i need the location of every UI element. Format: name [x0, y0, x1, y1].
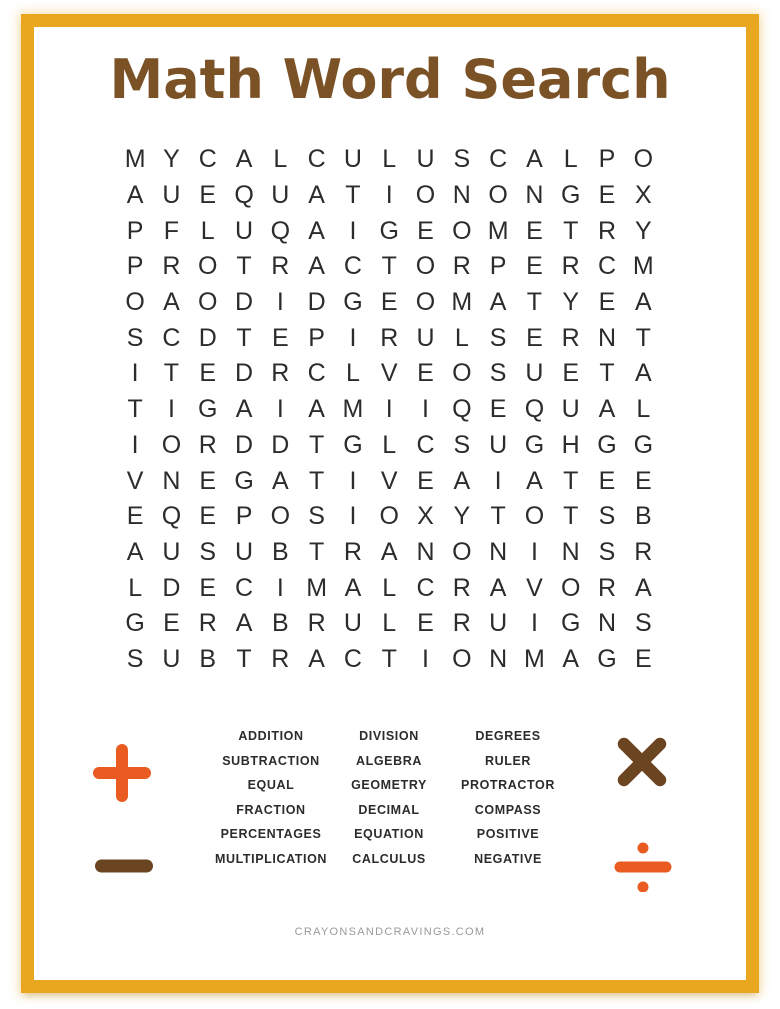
grid-letter: O: [415, 181, 436, 210]
grid-letter: R: [561, 323, 580, 352]
grid-letter: L: [382, 145, 397, 174]
grid-letter: N: [525, 181, 544, 210]
grid-letter: V: [380, 466, 398, 495]
word-list-column-2: [351, 724, 427, 872]
grid-letter: I: [131, 359, 139, 388]
grid-letter: O: [452, 537, 472, 566]
grid-letter: S: [453, 145, 471, 174]
grid-letter: D: [198, 323, 217, 352]
grid-letter: A: [634, 359, 652, 388]
grid-letter: R: [452, 609, 471, 638]
grid-letter: I: [494, 466, 502, 495]
grid-letter: E: [199, 181, 217, 210]
grid-letter: T: [563, 466, 579, 495]
grid-letter: A: [271, 466, 289, 495]
grid-letter: D: [307, 288, 326, 317]
grid-letter: B: [271, 537, 289, 566]
grid-letter: B: [271, 609, 289, 638]
grid-letter: L: [273, 145, 288, 174]
grid-letter: A: [526, 466, 543, 495]
grid-letter: A: [453, 466, 471, 495]
grid-letter: E: [126, 502, 144, 531]
grid-letter: N: [416, 537, 435, 566]
grid-letter: R: [271, 644, 290, 673]
grid-letter: A: [163, 288, 180, 317]
grid-letter: U: [162, 644, 181, 673]
grid-letter: T: [345, 181, 361, 210]
grid-letter: C: [489, 145, 508, 174]
grid-letter: A: [380, 537, 398, 566]
grid-letter: A: [598, 395, 616, 424]
grid-letter: R: [452, 252, 471, 281]
grid-letter: E: [562, 359, 580, 388]
word-list-item: EQUAL: [247, 778, 295, 793]
grid-letter: Y: [634, 216, 652, 245]
grid-letter: A: [235, 609, 253, 638]
grid-letter: O: [379, 502, 399, 531]
grid-letter: E: [199, 359, 217, 388]
grid-letter: M: [487, 216, 509, 245]
grid-letter: E: [526, 323, 543, 352]
word-list-column-3: [461, 724, 555, 872]
grid-letter: L: [636, 395, 651, 424]
grid-letter: B: [199, 644, 217, 673]
grid-letter: I: [349, 216, 357, 245]
grid-letter: R: [162, 252, 181, 281]
grid-letter: T: [127, 395, 143, 424]
grid-letter: G: [597, 644, 617, 673]
grid-letter: Q: [452, 395, 472, 424]
word-list-column-1: [215, 724, 327, 872]
grid-letter: T: [381, 252, 397, 281]
grid-letter: G: [343, 288, 363, 317]
grid-letter: A: [308, 395, 325, 424]
grid-letter: R: [271, 359, 290, 388]
word-list-item: FRACTION: [236, 802, 306, 817]
grid-letter: E: [199, 573, 217, 602]
word-list-item: EQUATION: [354, 827, 424, 842]
grid-letter: S: [453, 430, 471, 459]
grid-letter: I: [422, 644, 429, 673]
plus-icon: [92, 743, 152, 803]
grid-letter: T: [381, 644, 397, 673]
grid-letter: G: [343, 430, 363, 459]
grid-letter: V: [126, 466, 144, 495]
grid-letter: N: [597, 609, 617, 638]
grid-letter: U: [525, 359, 544, 388]
grid-letter: G: [234, 466, 254, 495]
grid-letter: G: [379, 216, 399, 245]
grid-letter: E: [417, 609, 434, 638]
grid-letter: D: [271, 430, 290, 459]
grid-letter: R: [271, 252, 290, 281]
grid-letter: D: [162, 573, 181, 602]
grid-letter: E: [199, 466, 217, 495]
grid-letter: I: [276, 395, 284, 424]
grid-letter: E: [417, 359, 434, 388]
grid-letter: V: [526, 573, 543, 602]
grid-letter: L: [382, 609, 397, 638]
grid-letter: O: [415, 288, 436, 317]
grid-letter: C: [597, 252, 617, 281]
grid-letter: E: [163, 609, 180, 638]
grid-letter: E: [199, 502, 217, 531]
grid-letter: S: [598, 502, 616, 531]
grid-letter: I: [422, 395, 429, 424]
grid-letter: A: [308, 216, 325, 245]
grid-letter: I: [349, 466, 357, 495]
grid-letter: I: [131, 430, 139, 459]
grid-letter: T: [236, 323, 252, 352]
grid-letter: E: [526, 216, 543, 245]
grid-letter: T: [490, 502, 506, 531]
grid-letter: S: [489, 359, 507, 388]
grid-letter: O: [633, 145, 654, 174]
grid-letter: O: [452, 216, 472, 245]
grid-letter: A: [308, 644, 325, 673]
grid-letter: A: [562, 644, 580, 673]
grid-letter: A: [526, 145, 543, 174]
grid-letter: O: [488, 181, 508, 210]
word-list-item: RULER: [484, 753, 532, 768]
grid-letter: M: [342, 395, 364, 424]
grid-letter: E: [598, 466, 616, 495]
grid-letter: X: [634, 181, 652, 210]
grid-letter: T: [526, 288, 543, 317]
grid-letter: O: [198, 252, 218, 281]
grid-letter: S: [308, 502, 325, 531]
grid-letter: T: [308, 466, 325, 495]
grid-letter: O: [125, 288, 145, 317]
grid-letter: I: [349, 502, 357, 531]
grid-letter: Q: [270, 216, 291, 245]
grid-letter: E: [634, 644, 652, 673]
grid-letter: L: [128, 573, 143, 602]
grid-letter: U: [235, 537, 254, 566]
grid-letter: U: [416, 145, 435, 174]
grid-letter: I: [530, 609, 538, 638]
grid-letter: O: [415, 252, 436, 281]
grid-letter: N: [452, 181, 471, 210]
grid-letter: R: [198, 430, 217, 459]
word-list-item: POSITIVE: [476, 827, 540, 842]
page-title: Math Word Search: [109, 48, 671, 111]
grid-letter: L: [454, 323, 469, 352]
grid-letter: E: [598, 181, 616, 210]
grid-letter: G: [597, 430, 617, 459]
grid-letter: U: [416, 323, 435, 352]
grid-letter: U: [343, 609, 362, 638]
grid-letter: O: [452, 644, 472, 673]
grid-letter: M: [632, 252, 654, 281]
grid-letter: U: [162, 537, 181, 566]
grid-letter: U: [343, 145, 362, 174]
word-list-item: DEGREES: [475, 729, 541, 743]
grid-letter: C: [343, 644, 362, 673]
word-list-item: ALGEBRA: [355, 753, 422, 768]
word-list-item: GEOMETRY: [351, 778, 427, 793]
grid-letter: L: [382, 430, 397, 459]
grid-letter: E: [417, 466, 434, 495]
grid-letter: P: [308, 323, 325, 352]
grid-letter: I: [349, 323, 357, 352]
grid-letter: M: [124, 145, 146, 174]
divide-icon: [613, 842, 673, 892]
grid-letter: S: [598, 537, 616, 566]
grid-letter: D: [235, 359, 254, 388]
grid-letter: L: [345, 359, 360, 388]
grid-letter: M: [524, 644, 545, 673]
grid-letter: U: [489, 609, 508, 638]
grid-letter: C: [162, 323, 181, 352]
word-list-item: DIVISION: [359, 729, 419, 743]
grid-letter: N: [489, 644, 508, 673]
grid-letter: A: [634, 573, 652, 602]
word-list-item: MULTIPLICATION: [214, 851, 328, 866]
grid-letter: I: [276, 573, 284, 602]
grid-letter: Y: [562, 288, 580, 317]
grid-letter: N: [162, 466, 181, 495]
grid-letter: O: [198, 288, 218, 317]
grid-letter: G: [560, 609, 581, 638]
grid-letter: C: [416, 573, 435, 602]
grid-letter: R: [380, 323, 399, 352]
grid-letter: R: [307, 609, 326, 638]
grid-letter: Q: [161, 502, 182, 531]
grid-letter: O: [161, 430, 182, 459]
grid-letter: S: [199, 537, 217, 566]
grid-letter: R: [452, 573, 471, 602]
grid-letter: D: [235, 288, 254, 317]
grid-letter: G: [633, 430, 654, 459]
grid-letter: G: [198, 395, 218, 424]
grid-letter: T: [563, 216, 579, 245]
grid-letter: L: [563, 145, 578, 174]
grid-letter: A: [344, 573, 362, 602]
grid-letter: E: [489, 395, 507, 424]
grid-letter: G: [125, 609, 145, 638]
grid-letter: Y: [453, 502, 471, 531]
grid-letter: L: [200, 216, 215, 245]
grid-letter: E: [417, 216, 434, 245]
minus-icon: [94, 859, 154, 873]
grid-letter: C: [416, 430, 435, 459]
grid-letter: T: [308, 430, 325, 459]
grid-letter: N: [561, 537, 580, 566]
grid-letter: U: [489, 430, 508, 459]
word-list-item: PROTRACTOR: [461, 778, 555, 793]
grid-letter: X: [417, 502, 434, 531]
grid-letter: R: [343, 537, 362, 566]
grid-letter: I: [385, 181, 393, 210]
grid-letter: M: [451, 288, 473, 317]
grid-letter: P: [126, 252, 144, 281]
grid-letter: I: [167, 395, 175, 424]
grid-letter: D: [235, 430, 254, 459]
grid-letter: C: [307, 359, 326, 388]
word-list-item: NEGATIVE: [474, 851, 542, 866]
grid-letter: R: [634, 537, 653, 566]
grid-letter: T: [308, 537, 325, 566]
grid-letter: O: [270, 502, 291, 531]
grid-letter: R: [198, 609, 217, 638]
grid-letter: S: [634, 609, 652, 638]
grid-letter: A: [235, 395, 253, 424]
grid-letter: C: [235, 573, 254, 602]
grid-letter: T: [236, 252, 252, 281]
grid-letter: A: [126, 537, 144, 566]
grid-letter: A: [308, 252, 325, 281]
grid-letter: E: [598, 288, 616, 317]
word-list-item: DECIMAL: [358, 802, 420, 817]
grid-letter: B: [634, 502, 652, 531]
grid-letter: A: [489, 573, 507, 602]
word-list-item: ADDITION: [238, 729, 304, 743]
grid-letter: A: [489, 288, 507, 317]
grid-letter: E: [526, 252, 543, 281]
grid-letter: E: [634, 466, 652, 495]
grid-letter: N: [489, 537, 508, 566]
grid-letter: A: [126, 181, 144, 210]
grid-letter: F: [163, 216, 180, 245]
grid-letter: A: [634, 288, 652, 317]
grid-letter: E: [380, 288, 398, 317]
grid-letter: C: [198, 145, 217, 174]
grid-letter: S: [126, 644, 144, 673]
grid-letter: H: [561, 430, 580, 459]
grid-letter: G: [524, 430, 545, 459]
grid-letter: I: [385, 395, 393, 424]
times-icon: [615, 735, 669, 789]
grid-letter: R: [597, 573, 617, 602]
grid-letter: U: [561, 395, 580, 424]
word-list-item: PERCENTAGES: [220, 827, 322, 842]
grid-letter: O: [452, 359, 472, 388]
grid-letter: Q: [234, 181, 254, 210]
grid-letter: P: [598, 145, 616, 174]
word-list-item: COMPASS: [474, 802, 542, 817]
grid-letter: P: [126, 216, 144, 245]
grid-letter: R: [561, 252, 580, 281]
grid-letter: G: [560, 181, 581, 210]
grid-letter: Y: [163, 145, 180, 174]
grid-letter: T: [163, 359, 180, 388]
grid-letter: M: [306, 573, 328, 602]
grid-letter: V: [380, 359, 398, 388]
grid-letter: O: [560, 573, 581, 602]
grid-letter: A: [308, 181, 325, 210]
grid-letter: E: [271, 323, 289, 352]
grid-letter: S: [126, 323, 144, 352]
grid-letter: I: [276, 288, 284, 317]
grid-letter: C: [343, 252, 362, 281]
word-search-grid: [117, 142, 661, 677]
grid-letter: S: [489, 323, 507, 352]
grid-letter: A: [235, 145, 253, 174]
grid-letter: T: [599, 359, 615, 388]
grid-letter: P: [489, 252, 507, 281]
grid-letter: L: [382, 573, 397, 602]
grid-letter: U: [235, 216, 254, 245]
grid-letter: Q: [524, 395, 545, 424]
grid-letter: C: [307, 145, 326, 174]
footer-credit: CRAYONSANDCRAVINGS.COM: [294, 926, 486, 938]
grid-letter: P: [235, 502, 253, 531]
grid-letter: T: [236, 644, 252, 673]
grid-letter: U: [271, 181, 290, 210]
grid-letter: I: [530, 537, 538, 566]
grid-letter: T: [635, 323, 651, 352]
word-list-item: SUBTRACTION: [222, 753, 320, 768]
grid-letter: R: [597, 216, 617, 245]
grid-letter: O: [524, 502, 545, 531]
grid-letter: N: [597, 323, 617, 352]
grid-letter: U: [162, 181, 181, 210]
grid-letter: T: [563, 502, 579, 531]
word-list-item: CALCULUS: [352, 851, 426, 866]
